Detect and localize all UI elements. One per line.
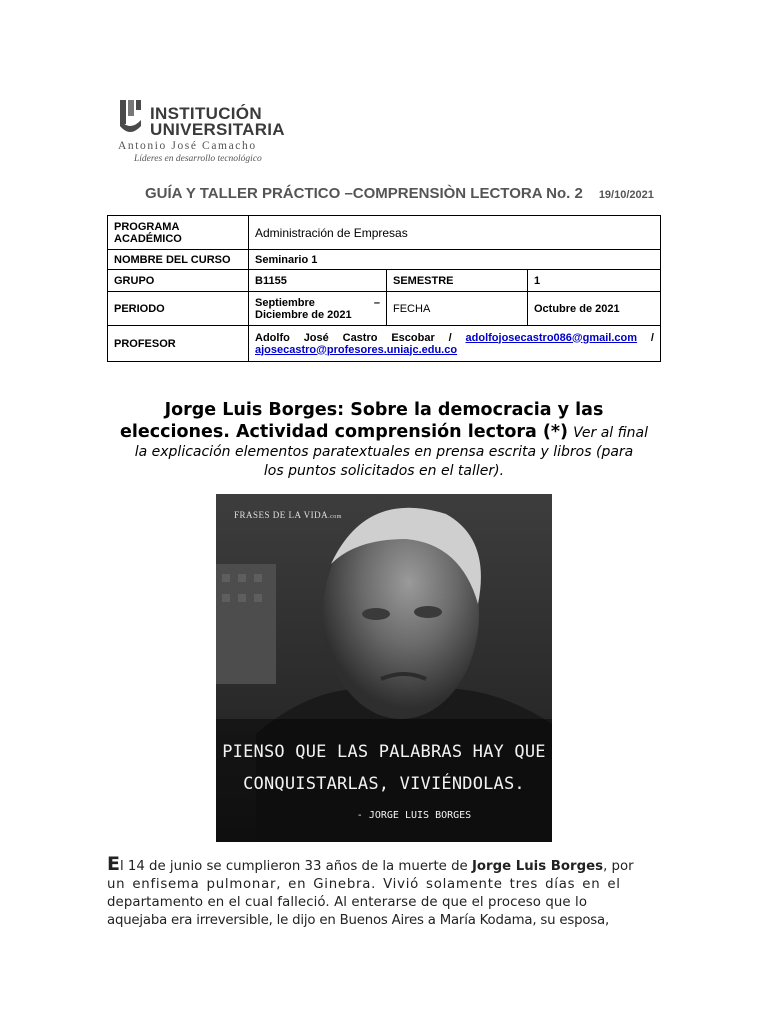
photo-watermark-text: FRASES DE LA VIDA [234, 510, 329, 520]
body-line [107, 853, 661, 876]
profesor-label: PROFESOR [108, 326, 249, 362]
photo-watermark-suffix: .com [328, 514, 342, 520]
document-title-text: GUÍA Y TALLER PRÁCTICO –COMPRENSIÒN LECTORA No. 2 [145, 185, 583, 202]
curso-label: NOMBRE DEL CURSO [108, 250, 249, 270]
periodo-label: PERIODO [108, 292, 249, 326]
semestre-label: SEMESTRE [387, 270, 528, 292]
heading-line2: elecciones. Actividad comprensión lectora (*) [119, 422, 569, 442]
profesor-name-word: Adolfo [255, 331, 290, 344]
periodo-value [249, 292, 387, 326]
programa-label: PROGRAMA ACADÉMICO [108, 216, 249, 250]
table-row [108, 326, 661, 362]
profesor-separator: / [448, 331, 452, 344]
borges-name: Jorge Luis Borges [471, 859, 604, 874]
programa-value: Administración de Empresas [249, 216, 661, 250]
profesor-name-word: José [303, 331, 329, 344]
profesor-line1 [255, 332, 654, 344]
body-line: departamento en el cual falleció. Al enterarse de que el proceso que lo [107, 895, 588, 910]
periodo-value-line1 [255, 297, 380, 309]
semestre-value: 1 [528, 270, 661, 292]
curso-value: Seminario 1 [249, 250, 661, 270]
heading-note-line3: la explicación elementos paratextuales en prensa escrita y libros (para [134, 444, 634, 460]
periodo-start: Septiembre [255, 296, 315, 309]
quote-line1: PIENSO QUE LAS PALABRAS HAY QUE [222, 742, 546, 762]
body-line: un enfisema pulmonar, en Ginebra. Vivió solamente tres días en el [107, 877, 621, 892]
heading-line1: Jorge Luis Borges: Sobre la democracia y las [164, 400, 604, 420]
body-line1-start: l 14 de junio se cumplieron 33 años de la muerte de [119, 859, 472, 874]
table-row [108, 250, 661, 270]
grupo-value: B1155 [249, 270, 387, 292]
document-title [145, 185, 654, 202]
fecha-value: Octubre de 2021 [528, 292, 661, 326]
body-line1-end: , por [603, 859, 634, 874]
logo-text-line1: INSTITUCIÓN [150, 104, 262, 123]
document-date: 19/10/2021 [598, 189, 654, 201]
heading-note-start: Ver al final [573, 425, 649, 441]
dropcap: E [107, 853, 120, 875]
profesor-name-word: Escobar [391, 331, 435, 344]
profesor-name-word: Castro [342, 331, 378, 344]
periodo-dash: – [373, 296, 380, 309]
profesor-value [249, 326, 661, 362]
profesor-institutional-email-link[interactable]: ajosecastro@profesores.uniajc.edu.co [255, 343, 458, 356]
table-row [108, 292, 661, 326]
logo-tagline: Líderes en desarrollo tecnológico [134, 154, 262, 164]
profesor-email-link[interactable]: adolfojosecastro086@gmail.com [465, 331, 638, 344]
quote-line2: CONQUISTARLAS, VIVIÉNDOLAS. [243, 774, 525, 794]
profesor-separator: / [650, 331, 654, 344]
course-info-table [107, 215, 661, 362]
heading-note-line4: los puntos solicitados en el taller). [263, 463, 505, 479]
institution-logo-icon [118, 98, 142, 138]
article-body [107, 853, 661, 930]
fecha-label: FECHA [387, 292, 528, 326]
photo-watermark [234, 510, 342, 520]
article-heading [100, 400, 668, 481]
grupo-label: GRUPO [108, 270, 249, 292]
periodo-end: Diciembre de 2021 [255, 308, 352, 321]
borges-quote-image [216, 494, 552, 842]
logo-text-line3: Antonio José Camacho [118, 140, 257, 152]
table-row [108, 270, 661, 292]
body-line: aquejaba era irreversible, le dijo en Buenos Aires a María Kodama, su esposa, [107, 913, 609, 928]
logo-text-line2: UNIVERSITARIA [150, 120, 285, 139]
quote-attribution: - JORGE LUIS BORGES [356, 810, 472, 821]
table-row [108, 216, 661, 250]
institution-logo [118, 98, 288, 168]
